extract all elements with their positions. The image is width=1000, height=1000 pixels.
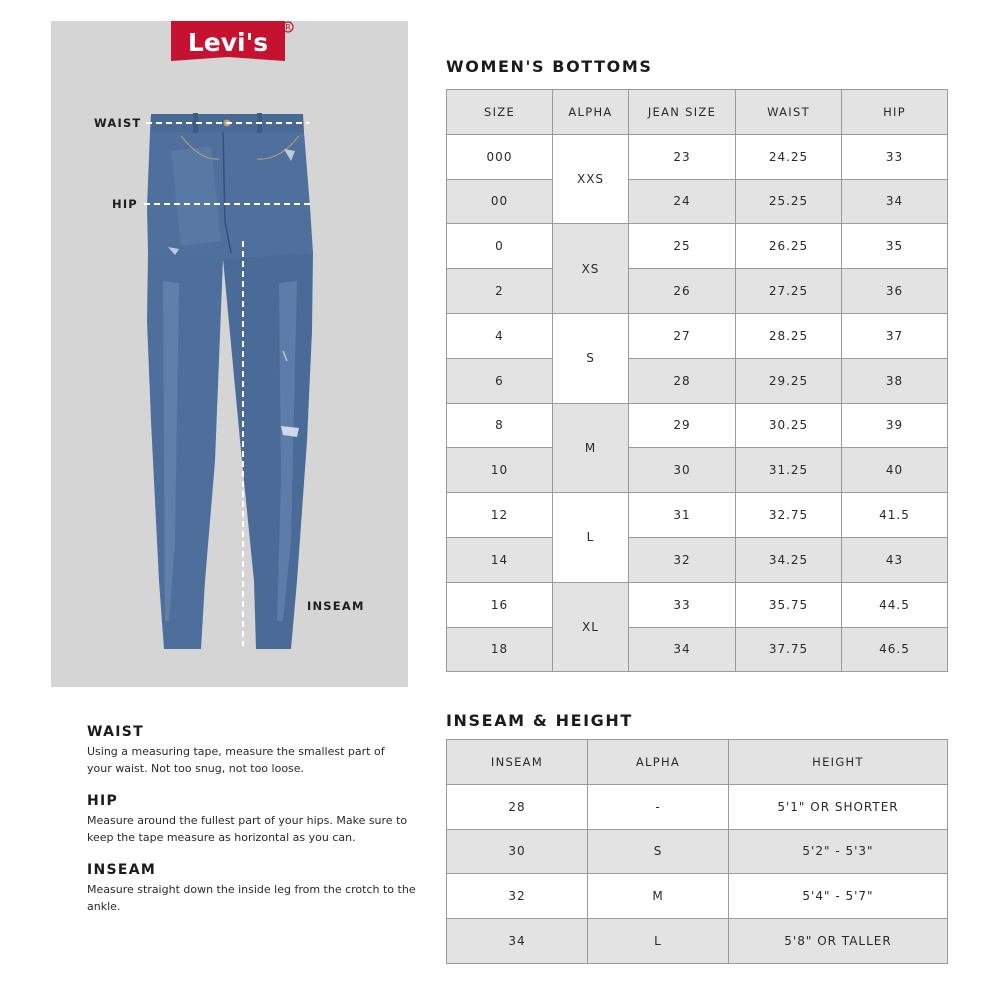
- height-cell: 5'4" - 5'7": [729, 874, 948, 919]
- waist-cell: 24.25: [736, 134, 842, 179]
- jean-size-cell: 34: [629, 627, 736, 672]
- instruction-text: Measure around the fullest part of your hips. Make sure to keep the tape measure as horizontal as you can.: [87, 814, 408, 844]
- hip-cell: 33: [842, 134, 948, 179]
- table-row: [447, 358, 948, 403]
- size-cell: 000: [447, 134, 553, 179]
- instruction-heading: HIP: [87, 793, 119, 809]
- jean-size-cell: 27: [629, 313, 736, 358]
- alpha-cell: S: [553, 313, 629, 403]
- waist-cell: 27.25: [736, 269, 842, 314]
- jean-size-cell: 31: [629, 493, 736, 538]
- size-cell: 18: [447, 627, 553, 672]
- hip-cell: 46.5: [842, 627, 948, 672]
- hip-cell: 35: [842, 224, 948, 269]
- waist-cell: 32.75: [736, 493, 842, 538]
- jean-size-cell: 28: [629, 358, 736, 403]
- header-alpha: ALPHA: [553, 90, 629, 135]
- instruction-text: Measure straight down the inside leg from the crotch to the ankle.: [87, 883, 416, 913]
- header-size: SIZE: [447, 90, 553, 135]
- jean-size-cell: 23: [629, 134, 736, 179]
- hip-cell: 38: [842, 358, 948, 403]
- size-cell: 4: [447, 313, 553, 358]
- size-cell: 14: [447, 537, 553, 582]
- table-row: [447, 448, 948, 493]
- table-row: [447, 627, 948, 672]
- size-cell: 6: [447, 358, 553, 403]
- table-row: [447, 784, 948, 829]
- alpha-cell: L: [553, 493, 629, 583]
- size-cell: 8: [447, 403, 553, 448]
- hip-label: HIP: [112, 197, 138, 211]
- hip-instruction: [87, 793, 417, 846]
- inseam-label: INSEAM: [307, 599, 365, 613]
- inseam-cell: 34: [447, 919, 588, 964]
- hip-cell: 41.5: [842, 493, 948, 538]
- jean-size-cell: 30: [629, 448, 736, 493]
- hip-cell: 37: [842, 313, 948, 358]
- size-cell: 12: [447, 493, 553, 538]
- hip-cell: 44.5: [842, 582, 948, 627]
- svg-text:Levi's: Levi's: [187, 28, 269, 57]
- header-height: HEIGHT: [729, 740, 948, 785]
- alpha-cell: XS: [553, 224, 629, 314]
- height-cell: 5'1" OR SHORTER: [729, 784, 948, 829]
- header-inseam: INSEAM: [447, 740, 588, 785]
- header-alpha: ALPHA: [588, 740, 729, 785]
- hip-cell: 40: [842, 448, 948, 493]
- size-cell: 2: [447, 269, 553, 314]
- table-row: [447, 919, 948, 964]
- waist-cell: 29.25: [736, 358, 842, 403]
- waist-label: WAIST: [94, 116, 142, 130]
- svg-text:R: R: [285, 23, 291, 32]
- table-header-row: [447, 740, 948, 785]
- waist-cell: 35.75: [736, 582, 842, 627]
- table-header-row: [447, 90, 948, 135]
- inseam-instruction: [87, 862, 417, 915]
- jean-size-cell: 29: [629, 403, 736, 448]
- jean-size-cell: 26: [629, 269, 736, 314]
- jean-size-cell: 24: [629, 179, 736, 224]
- table-row: [447, 224, 948, 269]
- inseam-cell: 30: [447, 829, 588, 874]
- waist-cell: 28.25: [736, 313, 842, 358]
- table-row: [447, 313, 948, 358]
- waist-instruction: [87, 724, 417, 777]
- alpha-cell: L: [588, 919, 729, 964]
- alpha-cell: XXS: [553, 134, 629, 224]
- alpha-cell: M: [588, 874, 729, 919]
- hip-cell: 39: [842, 403, 948, 448]
- size-cell: 16: [447, 582, 553, 627]
- alpha-cell: XL: [553, 582, 629, 672]
- alpha-cell: M: [553, 403, 629, 493]
- jean-size-cell: 32: [629, 537, 736, 582]
- height-cell: 5'2" - 5'3": [729, 829, 948, 874]
- jean-size-cell: 25: [629, 224, 736, 269]
- instruction-text: Using a measuring tape, measure the smallest part of your waist. Not too snug, not too loose.: [87, 745, 385, 775]
- table-row: [447, 269, 948, 314]
- womens-bottoms-table: [446, 89, 948, 672]
- table-row: [447, 829, 948, 874]
- table-row: [447, 179, 948, 224]
- hip-cell: 34: [842, 179, 948, 224]
- table-row: [447, 874, 948, 919]
- header-jean-size: JEAN SIZE: [629, 90, 736, 135]
- header-hip: HIP: [842, 90, 948, 135]
- hip-cell: 43: [842, 537, 948, 582]
- inseam-cell: 32: [447, 874, 588, 919]
- table-row: [447, 582, 948, 627]
- hip-cell: 36: [842, 269, 948, 314]
- header-waist: WAIST: [736, 90, 842, 135]
- size-cell: 0: [447, 224, 553, 269]
- jeans-illustration-panel: [51, 21, 408, 687]
- inseam-cell: 28: [447, 784, 588, 829]
- size-cell: 00: [447, 179, 553, 224]
- jean-size-cell: 33: [629, 582, 736, 627]
- size-cell: 10: [447, 448, 553, 493]
- waist-cell: 37.75: [736, 627, 842, 672]
- waist-cell: 34.25: [736, 537, 842, 582]
- waist-cell: 25.25: [736, 179, 842, 224]
- instruction-heading: INSEAM: [87, 862, 157, 878]
- table-row: [447, 493, 948, 538]
- table-row: [447, 403, 948, 448]
- alpha-cell: -: [588, 784, 729, 829]
- inseam-height-table: [446, 739, 948, 964]
- womens-bottoms-title: WOMEN'S BOTTOMS: [446, 57, 653, 76]
- table-row: [447, 537, 948, 582]
- instruction-heading: WAIST: [87, 724, 144, 740]
- table-row: [447, 134, 948, 179]
- waist-cell: 26.25: [736, 224, 842, 269]
- waist-cell: 31.25: [736, 448, 842, 493]
- inseam-height-title: INSEAM & HEIGHT: [446, 711, 633, 730]
- height-cell: 5'8" OR TALLER: [729, 919, 948, 964]
- alpha-cell: S: [588, 829, 729, 874]
- waist-cell: 30.25: [736, 403, 842, 448]
